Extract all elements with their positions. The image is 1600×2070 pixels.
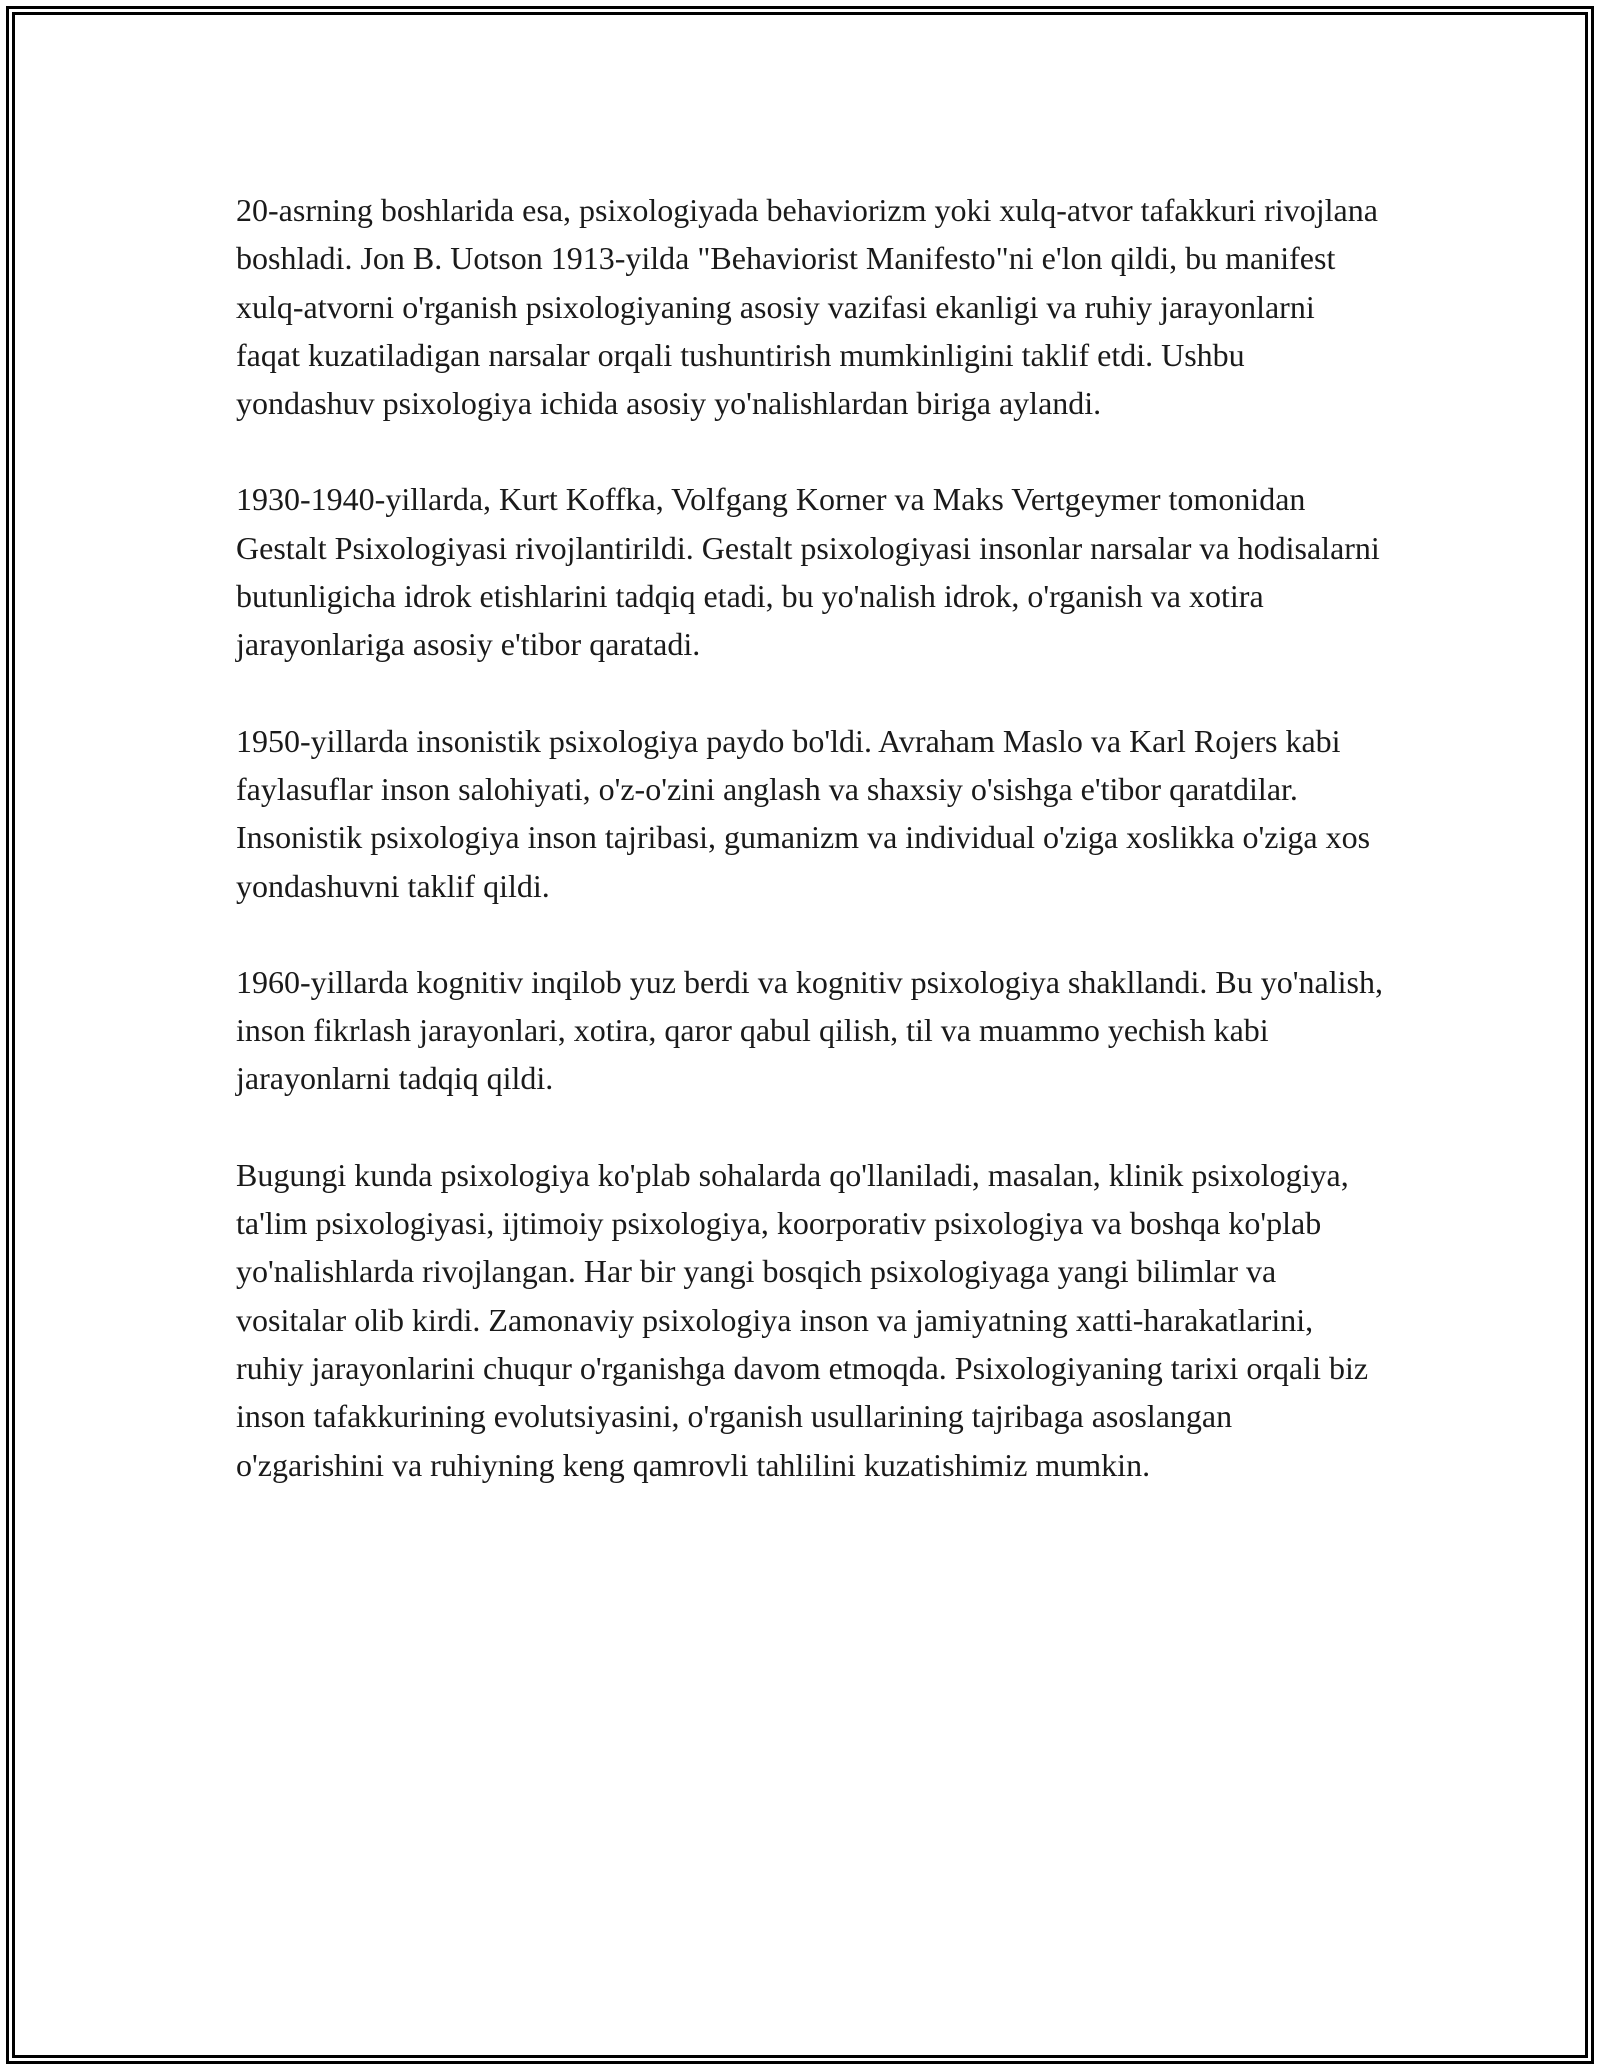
- paragraph-gestalt: 1930-1940-yillarda, Kurt Koffka, Volfgang Korner va Maks Vertgeymer tomonidan Gestalt Psixologiyasi rivojlantirildi. Gestalt psixologiyasi insonlar narsalar va hodisalarni butunligicha idrok etishlarini tadqiq etadi, bu yo'nalish idrok, o'rganish va xotira jarayonlariga asosiy e'tibor qaratadi.: [236, 481, 1380, 663]
- paragraph-humanistic: 1950-yillarda insonistik psixologiya paydo bo'ldi. Avraham Maslo va Karl Rojers kabi faylasuflar inson salohiyati, o'z-o'zini anglash va shaxsiy o'sishga e'tibor qaratdilar. Insonistik psixologiya inson tajribasi, gumanizm va individual o'ziga xoslikka o'ziga xos yondashuvni taklif qildi.: [236, 722, 1371, 904]
- paragraph-cognitive: 1960-yillarda kognitiv inqilob yuz berdi va kognitiv psixologiya shakllandi. Bu yo'nalish, inson fikrlash jarayonlari, xotira, qaror qabul qilish, til va muammo yechish kabi jarayonlarni tadqiq qildi.: [236, 963, 1383, 1097]
- paragraph-behaviorism: 20-asrning boshlarida esa, psixologiyada behaviorizm yoki xulq-atvor tafakkuri rivojlana boshladi. Jon B. Uotson 1913-yilda "Behaviorist Manifesto"ni e'lon qildi, bu manifest xulq-atvorni o'rganish psixologiyaning asosiy vazifasi ekanligi va ruhiy jarayonlarni faqat kuzatiladigan narsalar orqali tushuntirish mumkinligini taklif etdi. Ushbu yondashuv psixologiya ichida asosiy yo'nalishlardan biriga aylandi.: [236, 192, 1378, 422]
- document-body: [236, 186, 1386, 1537]
- paragraph-modern: Bugungi kunda psixologiya ko'plab sohalarda qo'llaniladi, masalan, klinik psixologiya, ta'lim psixologiyasi, ijtimoiy psixologiya, koorporativ psixologiya va boshqa ko'plab yo'nalishlarda rivojlangan. Har bir yangi bosqich psixologiyaga yangi bilimlar va vositalar olib kirdi. Zamonaviy psixologiya inson va jamiyatning xatti-harakatlarini, ruhiy jarayonlarini chuqur o'rganishga davom etmoqda. Psixologiyaning tarixi orqali biz inson tafakkurining evolutsiyasini, o'rganish usullarining tajribaga asoslangan o'zgarishini va ruhiyning keng qamrovli tahlilini kuzatishimiz mumkin.: [236, 1156, 1369, 1483]
